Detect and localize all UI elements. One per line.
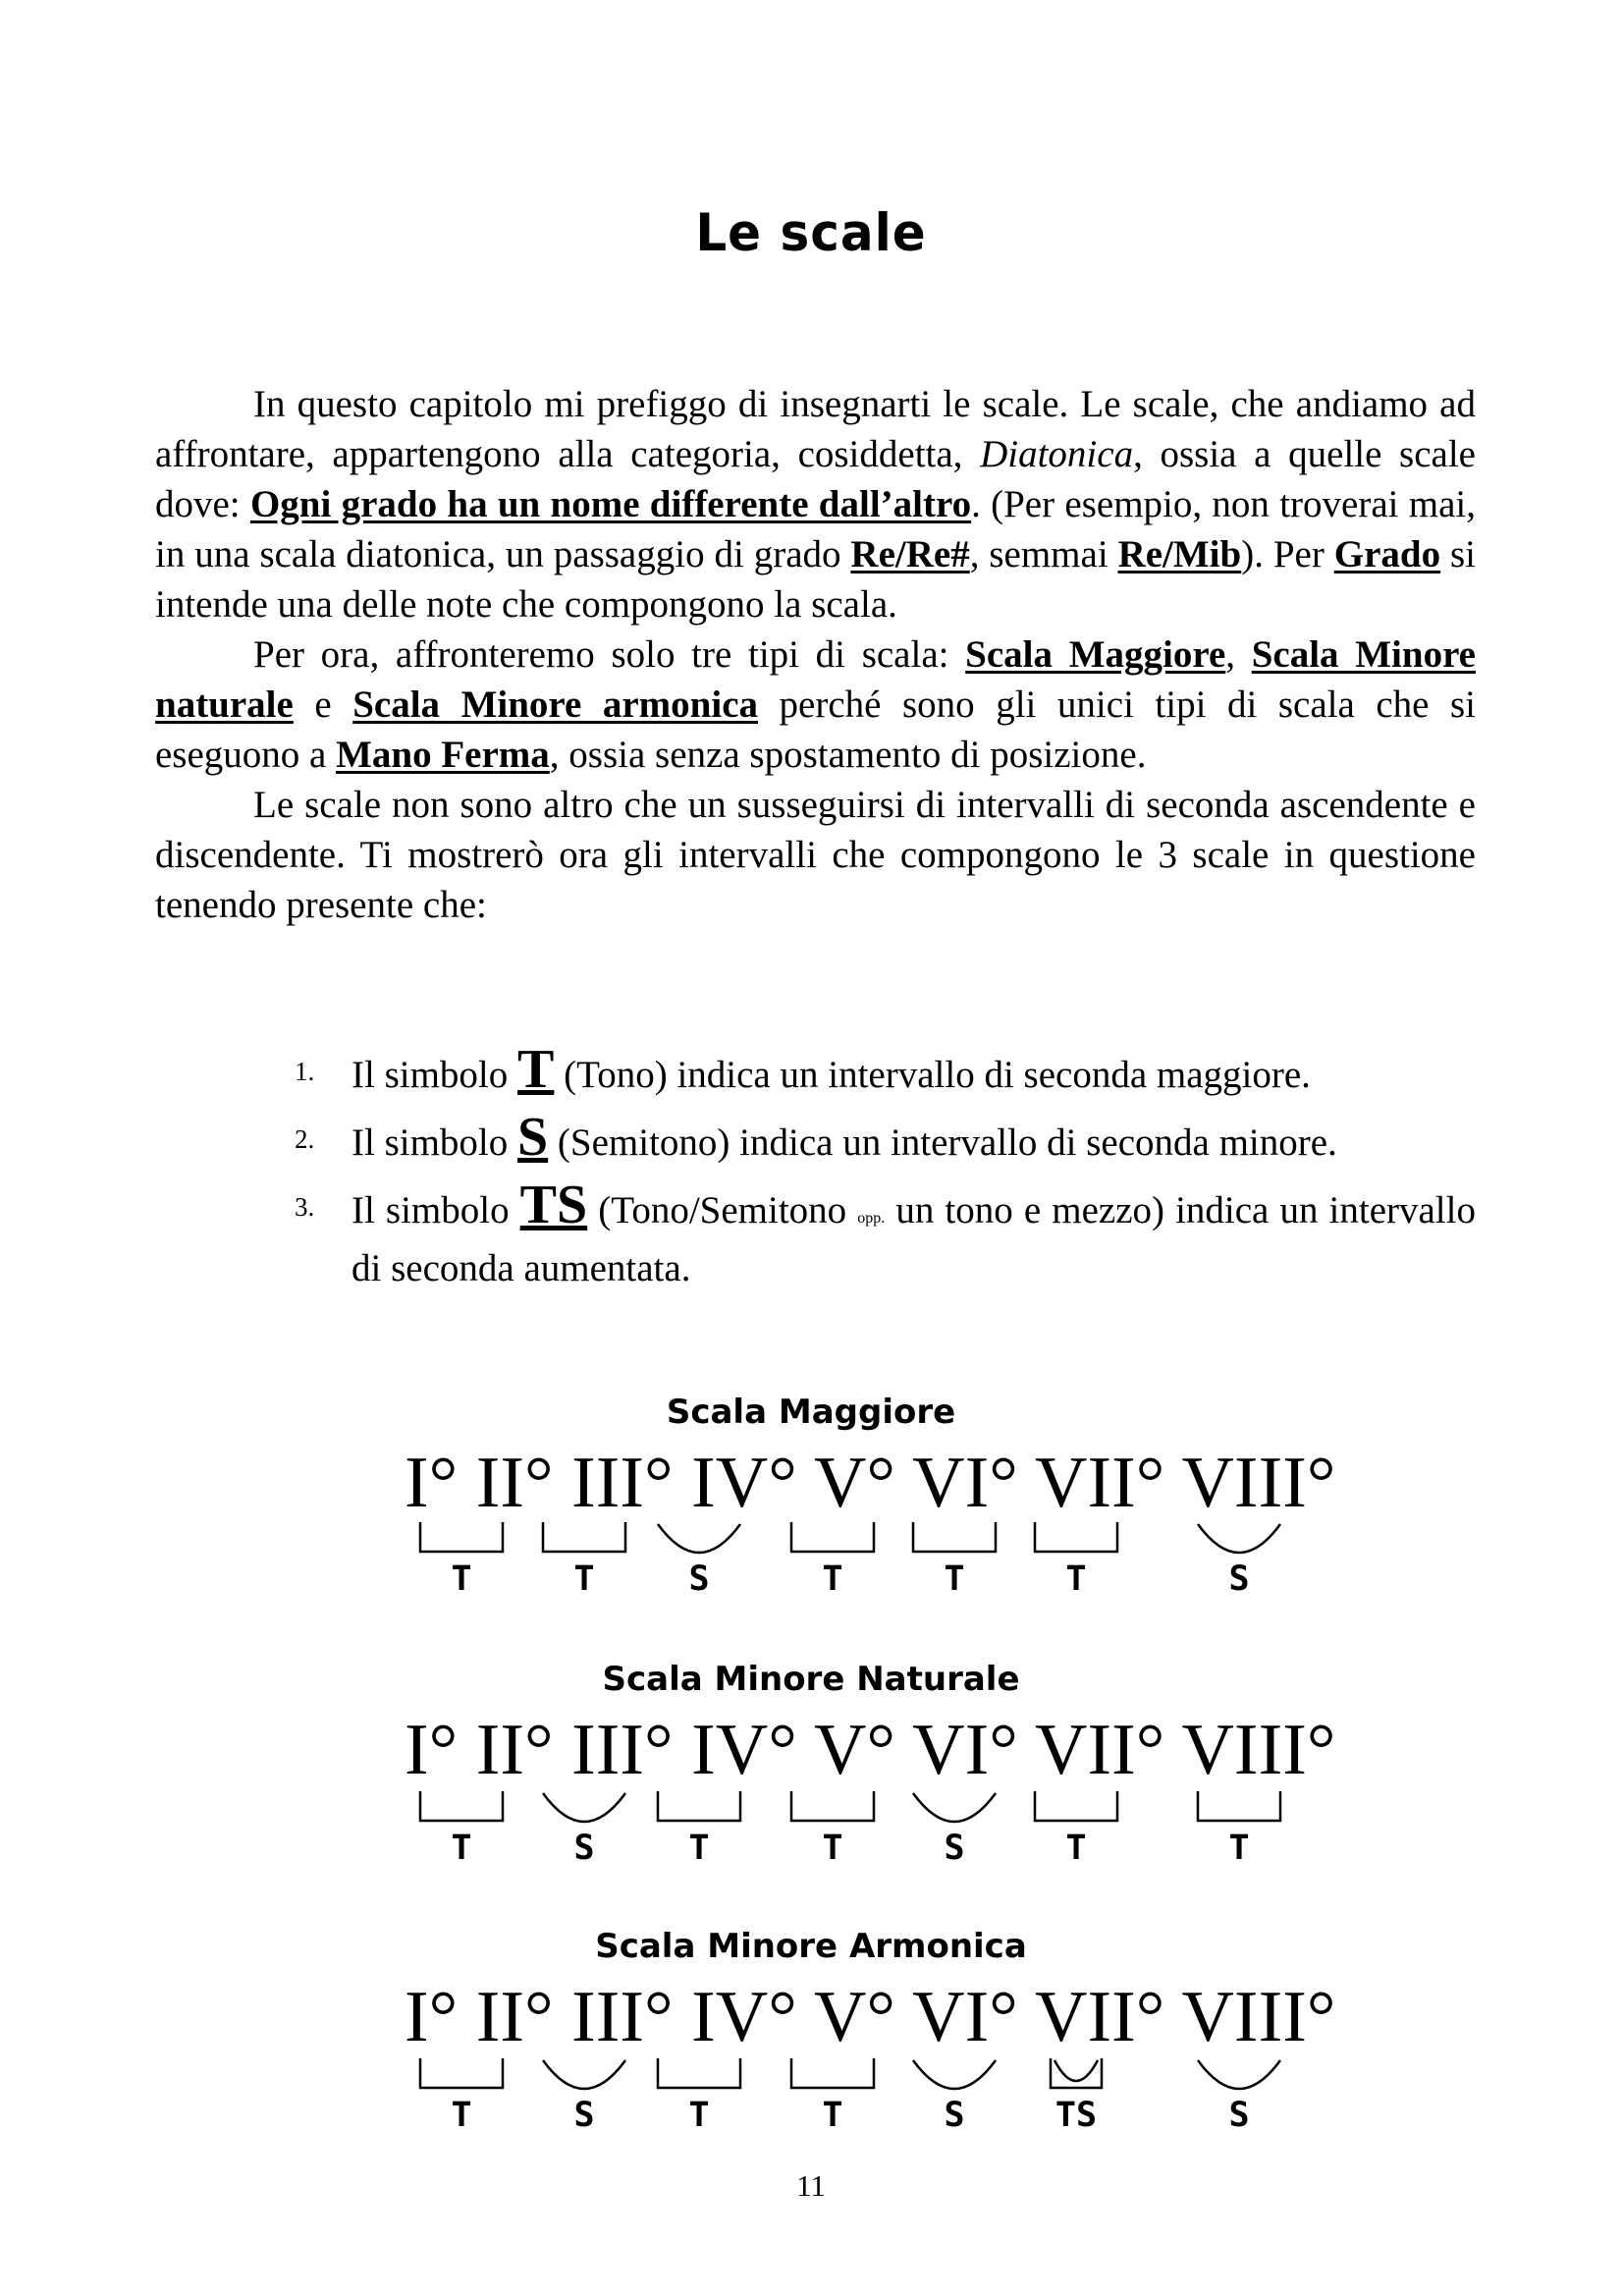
step-label: T <box>688 2096 710 2135</box>
text-span: , semmai <box>969 533 1118 575</box>
major-scale-term: Scala Maggiore <box>965 633 1226 676</box>
tone-bracket <box>784 1789 882 1829</box>
text-span: Il simbolo <box>351 1054 518 1096</box>
arc-shape <box>658 1524 740 1553</box>
bracket-shape <box>1035 1522 1117 1552</box>
bracket-shape <box>791 1791 874 1821</box>
tone-bracket <box>784 1520 882 1559</box>
scale-title-harmonic-minor: Scala Minore Armonica <box>595 1927 1027 1966</box>
step-label: T <box>451 2096 472 2135</box>
semitone-arc <box>905 1789 1003 1829</box>
arc-shape <box>1198 2060 1280 2089</box>
step-label: S <box>688 1559 710 1599</box>
tone-semitone-symbol: TS <box>519 1175 588 1235</box>
page-number: 11 <box>796 2168 826 2203</box>
list-number: 1. <box>295 1057 315 1086</box>
text-span: , ossia senza spostamento di posizione. <box>549 734 1147 776</box>
step-label: T <box>573 1559 595 1599</box>
text-span: e <box>293 683 353 726</box>
semitone-arc <box>1190 2056 1288 2096</box>
bracket-shape <box>420 2058 503 2088</box>
text-span: perché sono gli unici tipi di scala che si eseguono a <box>155 683 1476 776</box>
step-label: T <box>1065 1559 1087 1599</box>
text-span: ). Per <box>1241 533 1334 575</box>
text-span: Il simbolo <box>351 1189 520 1231</box>
harmonic-minor-term: Scala Minore armonica <box>352 683 759 726</box>
page-title: Le scale <box>695 202 927 263</box>
symbol-list <box>295 1039 1476 1306</box>
text-span: , <box>1225 633 1252 676</box>
list-item <box>295 1175 1476 1293</box>
tone-bracket <box>412 1520 511 1559</box>
diatonic-rule: Ogni grado ha un nome differente dall’altro <box>249 483 972 525</box>
step-label: T <box>1228 1829 1250 1868</box>
arc-shape <box>913 2060 996 2089</box>
text-span: , ossia a quelle scale dove: <box>155 433 1476 525</box>
tone-bracket <box>650 2056 748 2096</box>
step-label: S <box>1228 1559 1250 1599</box>
text-span: Il simbolo <box>351 1121 518 1164</box>
semitone-symbol: S <box>517 1107 549 1168</box>
tone-bracket <box>784 2056 882 2096</box>
paragraph-3: Le scale non sono altro che un susseguirsi di intervalli di seconda ascendente e discendente. Ti mostrerò ora gli intervalli che compongono le 3 scale in questione tenendo presente che: <box>155 784 1476 926</box>
natural-minor-term: Scala Minore naturale <box>155 633 1476 726</box>
semitone-arc <box>535 2056 633 2096</box>
list-number: 2. <box>295 1124 315 1154</box>
bracket-shape <box>1198 1791 1280 1821</box>
re-mib-term: Re/Mib <box>1117 533 1242 575</box>
bracket-shape <box>658 1791 740 1821</box>
bracket-shape <box>791 2058 874 2088</box>
text-span: (Tono) indica un intervallo di seconda maggiore. <box>554 1054 1311 1096</box>
step-label: S <box>1228 2096 1250 2135</box>
bracket-shape <box>1051 2058 1102 2088</box>
step-label: T <box>1065 1829 1087 1868</box>
tone-bracket <box>1190 1789 1288 1829</box>
bracket-shape <box>543 1522 625 1552</box>
semitone-arc <box>1190 1520 1288 1559</box>
paragraph-2 <box>155 629 1476 780</box>
bracket-shape <box>420 1522 503 1552</box>
tone-bracket <box>905 1520 1003 1559</box>
bracket-shape <box>658 2058 740 2088</box>
degree-row: I° II° III° IV° V° VI° VII° VIII° <box>405 1977 1336 2057</box>
semitone-arc <box>535 1789 633 1829</box>
bracket-shape <box>791 1522 874 1552</box>
step-label: T <box>822 1829 843 1868</box>
bracket-shape <box>1035 1791 1117 1821</box>
text-span: Per ora, affronteremo solo tre tipi di scala: <box>253 633 966 676</box>
text-span: (Semitono) indica un intervallo di seconda minore. <box>548 1121 1337 1164</box>
arc-shape <box>543 1793 625 1822</box>
step-label: T <box>944 1559 965 1599</box>
tone-bracket <box>650 1789 748 1829</box>
text-span: . (Per esempio, non troverai mai, in una scala diatonica, un passaggio di grado <box>155 483 1476 575</box>
semitone-arc <box>905 2056 1003 2096</box>
mano-ferma-term: Mano Ferma <box>336 734 550 776</box>
scale-title-natural-minor: Scala Minore Naturale <box>602 1660 1020 1699</box>
body-text <box>155 379 1476 930</box>
bracket-shape <box>420 1791 503 1821</box>
diatonica-term: Diatonica <box>980 433 1134 475</box>
list-item <box>295 1107 1476 1168</box>
step-label: S <box>944 1829 965 1868</box>
step-label: S <box>944 2096 965 2135</box>
semitone-arc <box>650 1520 748 1559</box>
arc-shape <box>1198 1524 1280 1553</box>
tone-bracket <box>535 1520 633 1559</box>
tone-bracket <box>1027 1520 1125 1559</box>
degree-row: I° II° III° IV° V° VI° VII° VIII° <box>405 1443 1336 1523</box>
text-span: In questo capitolo mi prefiggo di insegnarti le scale. Le scale, che andiamo ad affrontare, appartengono alla categoria, cosiddetta, <box>155 383 1476 475</box>
text-span: si intende una delle note che compongono la scala. <box>155 533 1477 626</box>
tone-semitone-mark <box>1027 2056 1125 2096</box>
re-re-sharp-term: Re/Re# <box>850 533 970 575</box>
degree-row: I° II° III° IV° V° VI° VII° VIII° <box>405 1710 1336 1790</box>
tone-bracket <box>412 2056 511 2096</box>
grado-term: Grado <box>1333 533 1441 575</box>
step-label: T <box>688 1829 710 1868</box>
tone-bracket <box>412 1789 511 1829</box>
step-label: T <box>822 1559 843 1599</box>
paragraph-1 <box>155 379 1476 629</box>
step-label: S <box>573 1829 595 1868</box>
arc-shape <box>913 1793 996 1822</box>
tone-bracket <box>1027 1789 1125 1829</box>
scale-title-major: Scala Maggiore <box>666 1393 956 1432</box>
step-label: T <box>822 2096 843 2135</box>
step-label: T <box>451 1829 472 1868</box>
tone-symbol: T <box>517 1039 555 1100</box>
bracket-shape <box>913 1522 996 1552</box>
opp-abbreviation: opp. <box>857 1210 886 1227</box>
step-label: S <box>573 2096 595 2135</box>
text-span: (Tono/Semitono <box>587 1189 858 1231</box>
step-label: T <box>451 1559 472 1599</box>
list-number: 3. <box>295 1192 315 1222</box>
arc-shape <box>543 2060 625 2089</box>
step-label: TS <box>1054 2096 1098 2135</box>
arc-shape <box>1054 2060 1098 2081</box>
list-item <box>295 1039 1476 1100</box>
text-span: un tono e mezzo) indica un intervallo di seconda aumentata. <box>351 1189 1476 1289</box>
